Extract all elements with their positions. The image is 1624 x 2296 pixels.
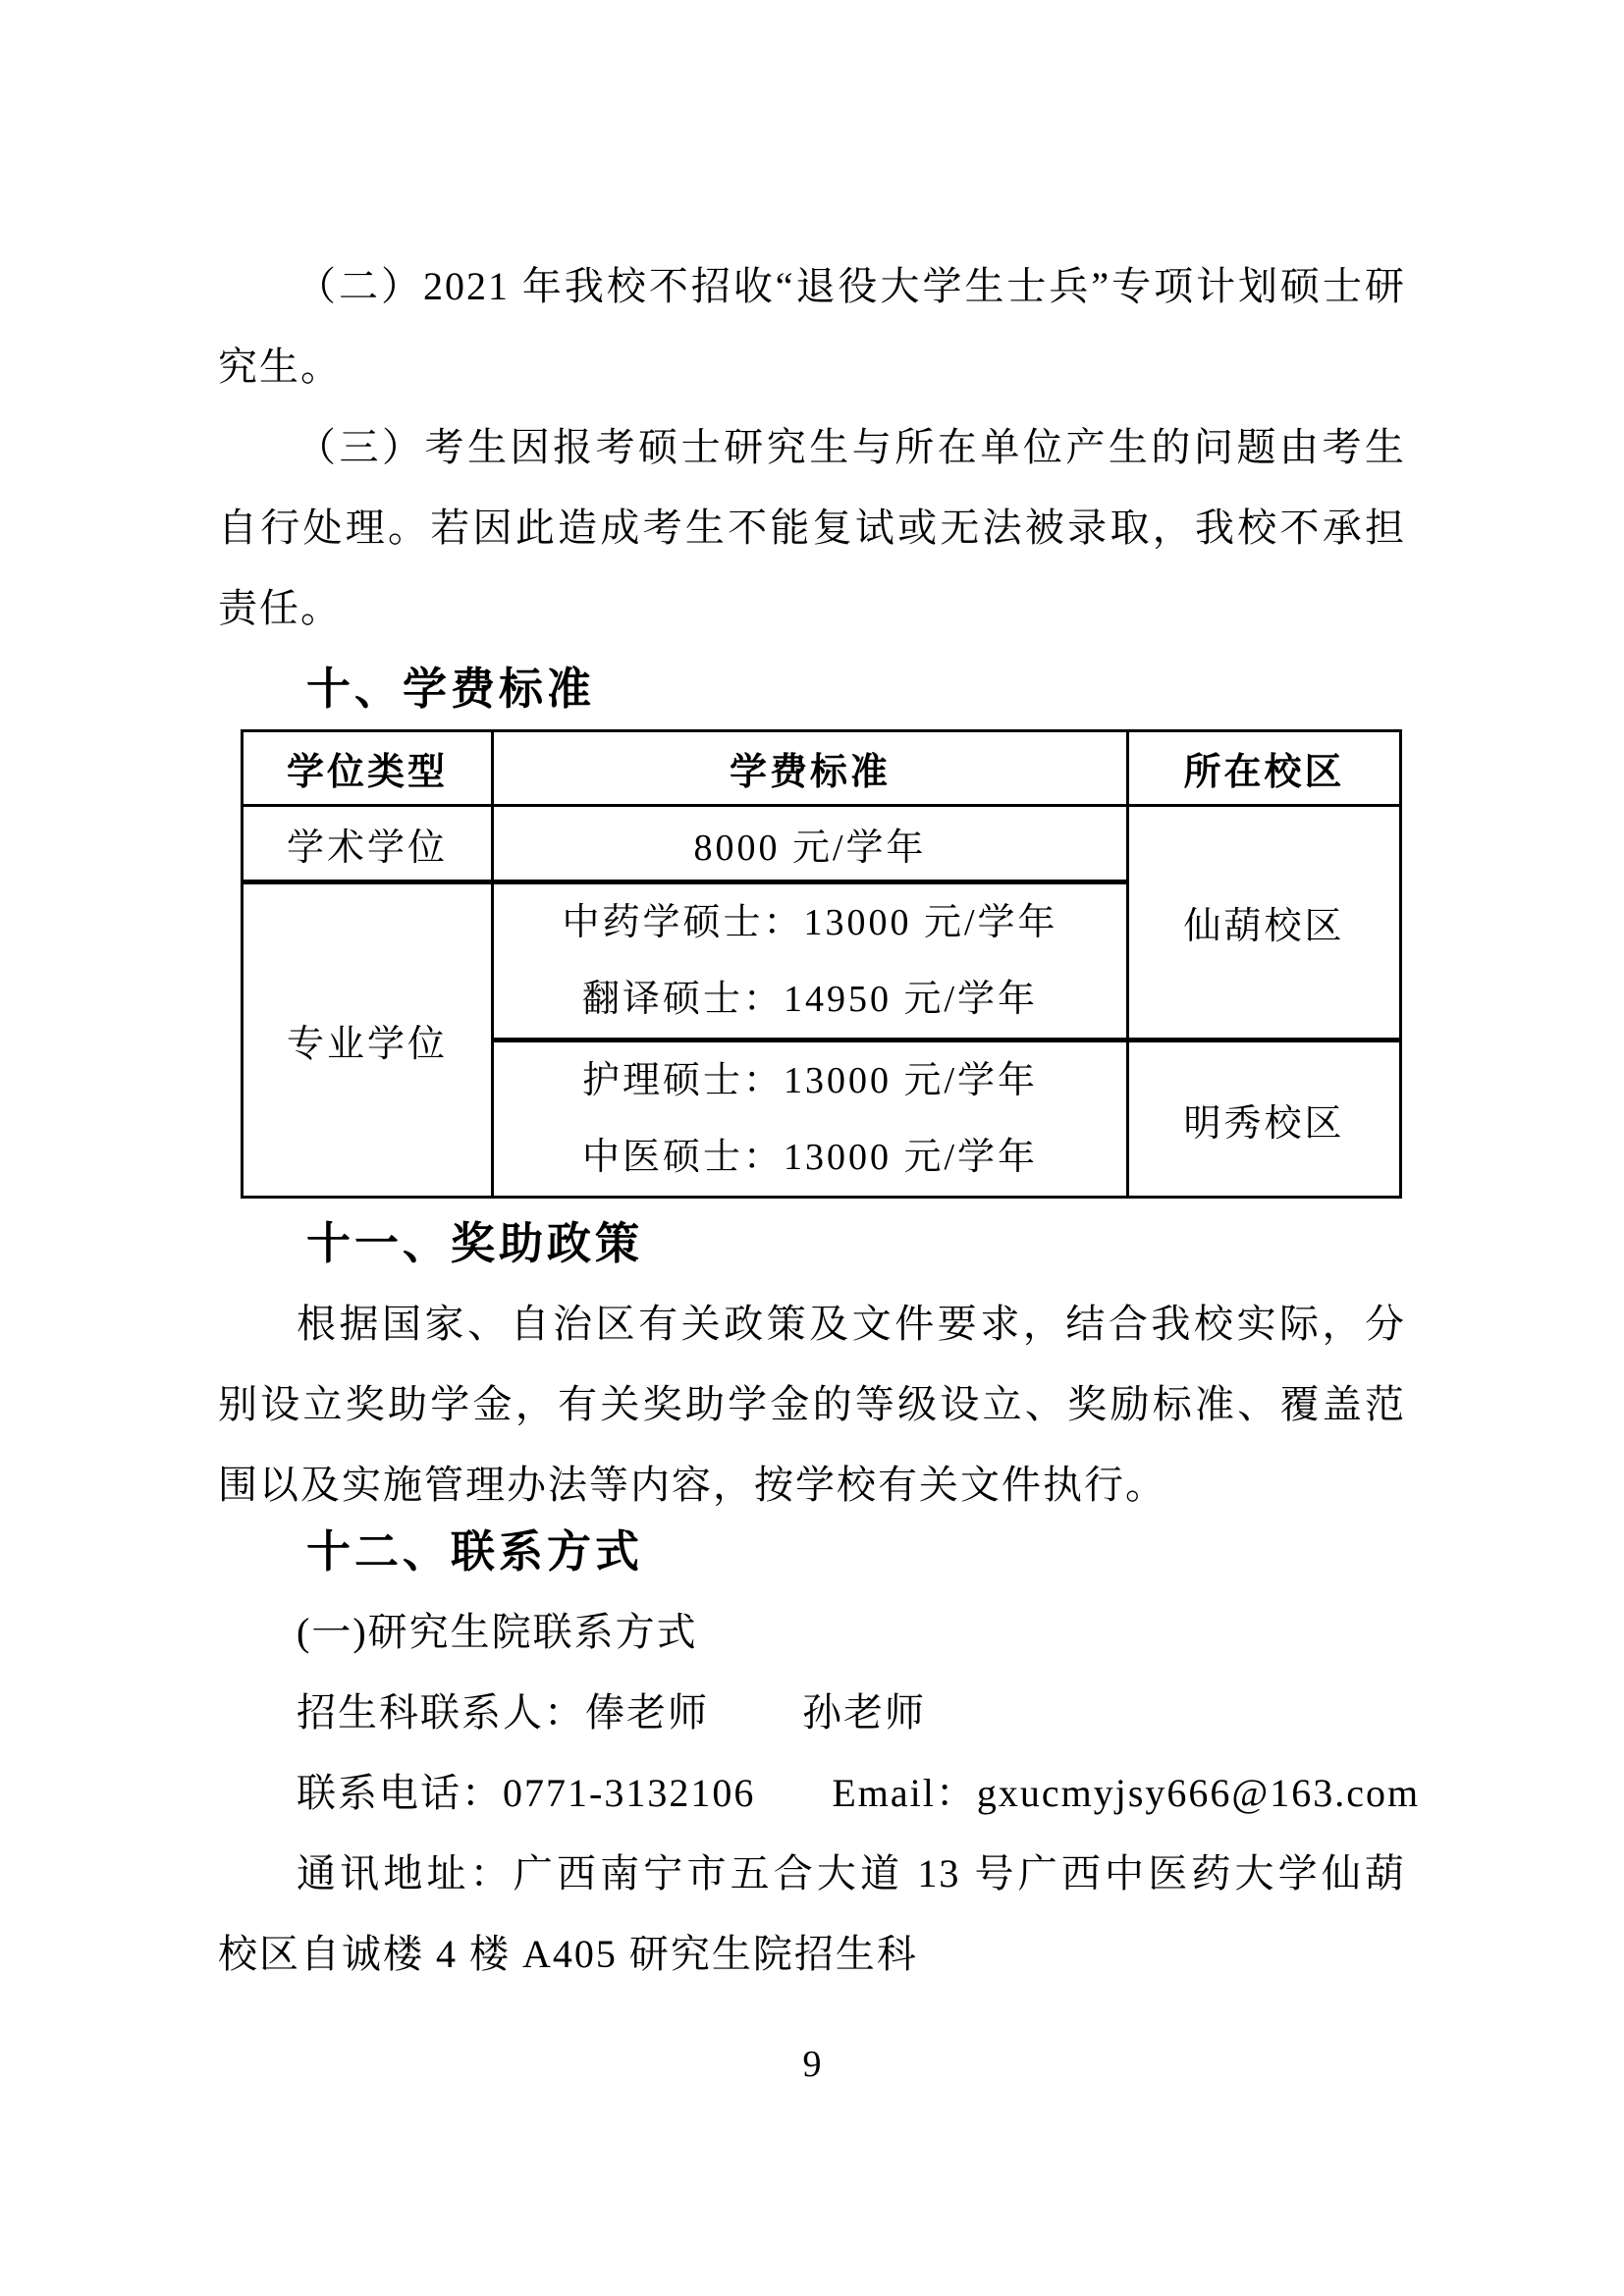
professional-degree-cell: 专业学位: [243, 882, 493, 1198]
fee-line: 中医硕士：13000 元/学年: [581, 1137, 1039, 1178]
contact-address-line: 通讯地址：广西南宁市五合大道 13 号广西中医药大学仙葫: [297, 1851, 1406, 1896]
tuition-table-header-row: [243, 731, 1401, 806]
paragraph-two: [218, 246, 1406, 407]
paragraph-three: [218, 407, 1406, 649]
xianhu-fees-cell: [493, 882, 1128, 1041]
mingxiu-fees-cell: [493, 1041, 1128, 1198]
paragraph-line: 别设立奖助学金，有关奖助学金的等级设立、奖励标准、覆盖范: [218, 1382, 1406, 1426]
page-number: 9: [802, 2044, 822, 2085]
paragraph-line: 根据国家、自治区有关政策及文件要求，结合我校实际，分: [297, 1302, 1406, 1346]
contact-email: Email：gxucmyjsy666@163.com: [832, 1771, 1421, 1815]
academic-degree-cell: 学术学位: [243, 806, 493, 882]
academic-fee-cell: 8000 元/学年: [493, 806, 1128, 882]
contact-person-1: 俸老师: [585, 1690, 709, 1735]
paragraph-line: 围以及实施管理办法等内容，按学校有关文件执行。: [218, 1463, 1166, 1507]
contact-section-heading: 十二、联系方式: [306, 1526, 644, 1576]
paragraph-line: 自行处理。若因此造成考生不能复试或无法被录取，我校不承担: [218, 506, 1406, 550]
paragraph-line: 责任。: [218, 586, 342, 630]
contact-person-label: 招生科联系人：: [297, 1690, 585, 1735]
paragraph-line: 究生。: [218, 345, 342, 389]
tuition-table: [241, 729, 1402, 1199]
contact-person-2: 孙老师: [802, 1690, 926, 1735]
aid-section-heading: 十一、奖助政策: [306, 1218, 644, 1268]
tuition-col-degree-type: 学位类型: [243, 731, 493, 806]
contact-phone: 联系电话：0771-3132106: [297, 1771, 756, 1815]
campus-xianhu-cell: 仙葫校区: [1128, 806, 1401, 1041]
campus-mingxiu-cell: 明秀校区: [1128, 1041, 1401, 1198]
fee-line: 护理硕士：13000 元/学年: [581, 1060, 1039, 1101]
contact-address-line: 校区自诚楼 4 楼 A405 研究生院招生科: [218, 1932, 918, 1976]
paragraph-line: （二）2021 年我校不招收“退役大学生士兵”专项计划硕士研: [297, 264, 1406, 308]
aid-paragraph: [218, 1284, 1406, 1525]
fee-line: 中药学硕士：13000 元/学年: [562, 902, 1058, 943]
contact-person-line: [218, 1673, 1406, 1753]
tuition-col-campus: 所在校区: [1128, 731, 1401, 806]
tuition-section-heading: 十、学费标准: [306, 664, 596, 714]
paragraph-line: （三）考生因报考硕士研究生与所在单位产生的问题由考生: [297, 425, 1406, 469]
contact-block: [218, 1592, 1421, 1995]
contact-phone-line: [218, 1753, 1421, 1834]
table-row-academic: [243, 806, 1401, 882]
contact-sub-heading: (一)研究生院联系方式: [297, 1610, 698, 1654]
tuition-col-fee-standard: 学费标准: [493, 731, 1128, 806]
fee-line: 翻译硕士：14950 元/学年: [581, 979, 1039, 1020]
